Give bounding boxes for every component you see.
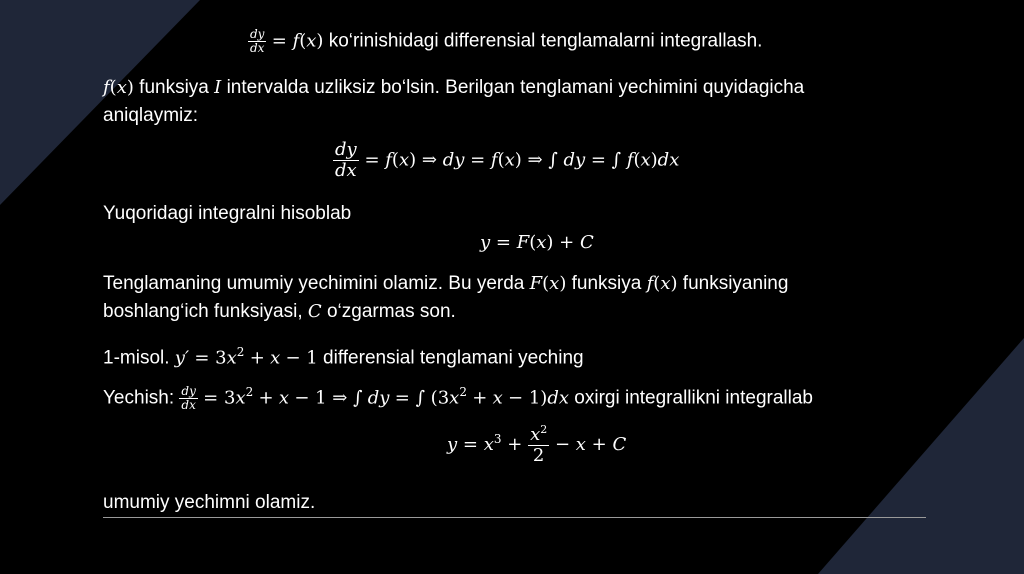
title-text: ko‘rinishidagi differensial tenglamalarni integrallash. (328, 30, 763, 52)
para3-a: Tenglamaning umumiy yechimini olamiz. Bu yerda (103, 273, 525, 294)
para3-d: boshlang‘ich funksiyasi, (103, 301, 303, 322)
title-line: $\frac{dy}{dx}$ = f(x) ko‘rinishidagi differensial tenglamalarni integrallash. (250, 27, 763, 56)
equation-general-solution: y = F(x) + C (480, 232, 594, 253)
solution-line: Yechish: $\frac{dy}{dx}$ = $3x^2 + x - 1$ ⇒ ∫ dy = ∫ $(3x^2 + x - 1)dx$ oxirgi integrallikni integrallab (103, 383, 813, 412)
para3-b: funksiya (571, 273, 642, 294)
para3-line2: boshlang‘ich funksiyasi, C o‘zgarmas son. (103, 301, 456, 322)
example-text: differensial tenglamani yeching (323, 347, 584, 369)
para3-e: o‘zgarmas son. (326, 301, 456, 322)
para3-line1: Tenglamaning umumiy yechimini olamiz. Bu yerda F(x) funksiya f(x) funksiyaning (103, 273, 789, 294)
para1-a: funksiya (139, 77, 209, 98)
underline-rule (103, 517, 926, 518)
para1-line1: f(x) funksiya I intervalda uzliksiz bo‘lsin. Berilgan tenglamani yechimini quyidagicha (103, 77, 805, 98)
equation-final: $y = x^3$ + $\frac{x^2}{2}$ − x + C (447, 423, 627, 466)
equation-separation: $\frac{dy}{dx}$ = f(x) ⇒ dy = f(x) ⇒ ∫ dy = ∫ f(x)dx (335, 139, 680, 181)
dy-dx-fraction: $\frac{dy}{dx}$ (250, 27, 265, 56)
solution-label: Yechish: (103, 387, 175, 409)
final-text: umumiy yechimni olamiz. (103, 492, 316, 513)
example-line: 1-misol. $y' = 3x^2 + x - 1$ differensial tenglamani yeching (103, 345, 584, 369)
para2: Yuqoridagi integralni hisoblab (103, 203, 352, 224)
example-label: 1-misol. (103, 347, 170, 369)
para3-c: funksiyaning (682, 273, 789, 294)
dy-dx-fraction-2: $\frac{dy}{dx}$ (181, 383, 196, 412)
solution-text: oxirgi integrallikni integrallab (574, 387, 813, 409)
para1-b: intervalda uzliksiz bo‘lsin. Berilgan tenglamani yechimini quyidagicha (226, 77, 805, 98)
para1-c: aniqlaymiz: (103, 105, 199, 126)
